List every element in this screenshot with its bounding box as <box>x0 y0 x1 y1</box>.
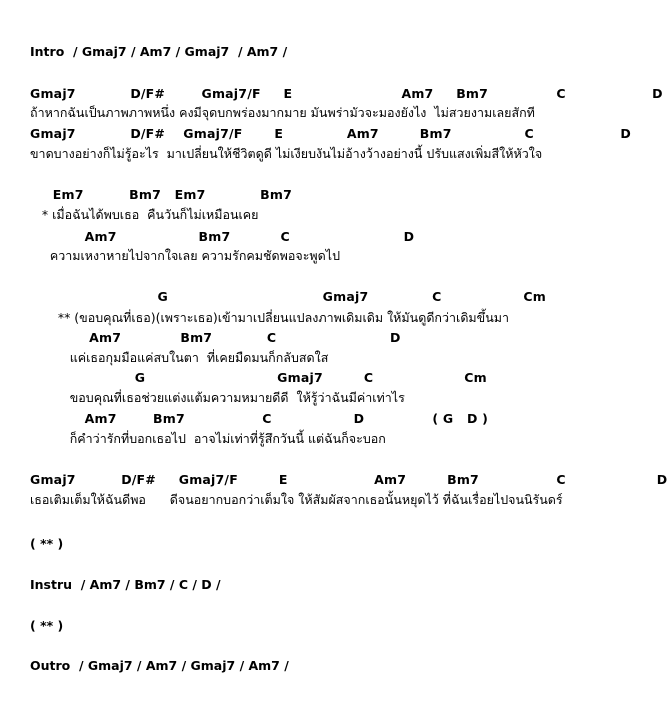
chorus-chords-1: G Gmaj7 C Cm <box>30 289 547 304</box>
verse2-lyric-1: เธอเติมเต็มให้ฉันดีพอ ดีจนอยากบอกว่าเต็มใจ ให้สัมผัสจากเธอนั้นหยุดไว้ ที่ฉันเรื่อยไปจนนิรันดร์ <box>30 492 563 507</box>
chorus-lyric-1: ** (ขอบคุณที่เธอ)(เพราะเธอ)เข้ามาเปลี่ยนแปลงภาพเดิมเดิม ให้มันดูดีกว่าเดิมขึ้นมา <box>30 310 510 325</box>
repeat-chorus-2: ( ** ) <box>30 618 64 633</box>
prechorus-lyric-2: ความเหงาหายไปจากใจเลย ความรักคมชัดพอจะพูดไป <box>30 248 341 263</box>
prechorus-chords-1: Em7 Bm7 Em7 Bm7 <box>30 187 292 202</box>
instru-line: Instru / Am7 / Bm7 / C / D / <box>30 577 221 592</box>
chorus-chords-2: Am7 Bm7 C D <box>30 330 401 345</box>
chorus-lyric-2: แค่เธอกุมมือแค่สบในตา ที่เคยมืดมนก็กลับสดใส <box>30 350 329 365</box>
prechorus-lyric-1: * เมื่อฉันได้พบเธอ คืนวันก็ไม่เหมือนเคย <box>30 207 259 222</box>
verse1-lyric-1: ถ้าหากฉันเป็นภาพภาพหนึ่ง คงมีจุดบกพร่องมากมาย มันพร่ามัวจะมองยังไง ไม่สวยงามเลยสักที <box>30 105 535 120</box>
repeat-chorus-1: ( ** ) <box>30 536 64 551</box>
prechorus-chords-2: Am7 Bm7 C D <box>30 229 415 244</box>
chorus-chords-4: Am7 Bm7 C D ( G D ) <box>30 411 489 426</box>
verse1-lyric-2: ขาดบางอย่างก็ไม่รู้อะไร มาเปลี่ยนให้ชีวิตดูดี ไม่เงียบงันไม่อ้างว้างอย่างนี้ ปรับแสงเพิ่มสีให้หัวใจ <box>30 146 543 161</box>
verse1-chords-2: Gmaj7 D/F# Gmaj7/F E Am7 Bm7 C D <box>30 126 631 141</box>
chorus-chords-3: G Gmaj7 C Cm <box>30 370 487 385</box>
verse2-chords-1: Gmaj7 D/F# Gmaj7/F E Am7 Bm7 C D <box>30 472 668 487</box>
verse1-chords-1: Gmaj7 D/F# Gmaj7/F E Am7 Bm7 C D <box>30 86 663 101</box>
chorus-lyric-4: ก็คำว่ารักที่บอกเธอไป อาจไม่เท่าที่รู้สึกวันนี้ แต่ฉันก็จะบอก <box>30 431 386 446</box>
outro-line: Outro / Gmaj7 / Am7 / Gmaj7 / Am7 / <box>30 658 289 673</box>
intro-line: Intro / Gmaj7 / Am7 / Gmaj7 / Am7 / <box>30 44 288 59</box>
chorus-lyric-3: ขอบคุณที่เธอช่วยแต่งแต้มความหมายดีดี ให้รู้ว่าฉันมีค่าเท่าไร <box>30 390 405 405</box>
